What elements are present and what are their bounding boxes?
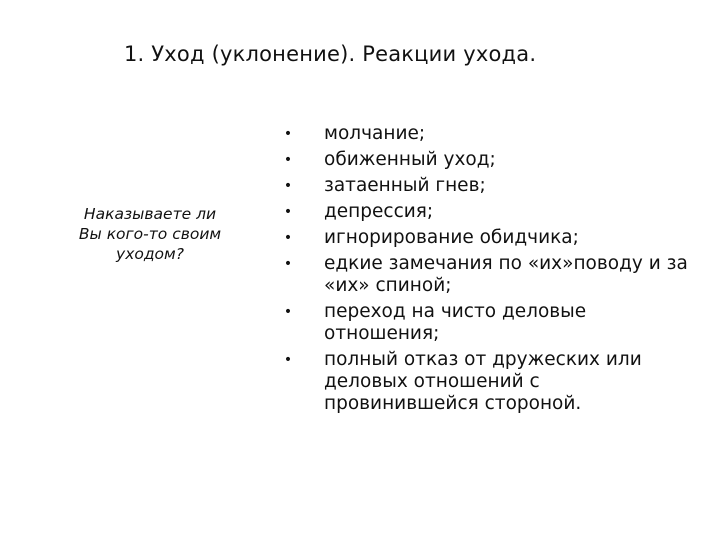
side-question: [56, 204, 244, 264]
bullet-icon: •: [283, 204, 293, 220]
list-item-text: обиженный уход;: [324, 149, 496, 170]
list-item-text: депрессия;: [324, 201, 434, 222]
side-question-line-2: Вы кого-то своим: [78, 225, 222, 243]
list-item-text: молчание;: [324, 123, 426, 144]
list-item: [280, 149, 700, 171]
list-item: [280, 301, 700, 345]
list-item-text: едкие замечания по «их»поводу и за «их» спиной;: [324, 253, 688, 296]
list-item: [280, 175, 700, 197]
list-item: [280, 201, 700, 223]
bullet-icon: •: [283, 352, 293, 368]
reactions-list: [280, 123, 700, 419]
list-item-text: переход на чисто деловые отношения;: [324, 301, 587, 344]
list-item: [280, 253, 700, 297]
bullet-icon: •: [283, 304, 293, 320]
bullet-icon: •: [283, 256, 293, 272]
side-question-line-3: уходом?: [116, 245, 184, 263]
bullet-icon: •: [283, 152, 293, 168]
side-question-line-1: Наказываете ли: [83, 205, 217, 223]
bullet-icon: •: [283, 178, 293, 194]
list-item-text: полный отказ от дружеских или деловых отношений с провинившейся стороной.: [324, 349, 642, 414]
bullet-icon: •: [283, 126, 293, 142]
list-item: [280, 227, 700, 249]
list-item-text: игнорирование обидчика;: [324, 227, 579, 248]
list-item: [280, 123, 700, 145]
list-item: [280, 349, 700, 415]
slide-title: 1. Уход (уклонение). Реакции ухода.: [124, 42, 537, 66]
list-item-text: затаенный гнев;: [324, 175, 486, 196]
bullet-icon: •: [283, 230, 293, 246]
